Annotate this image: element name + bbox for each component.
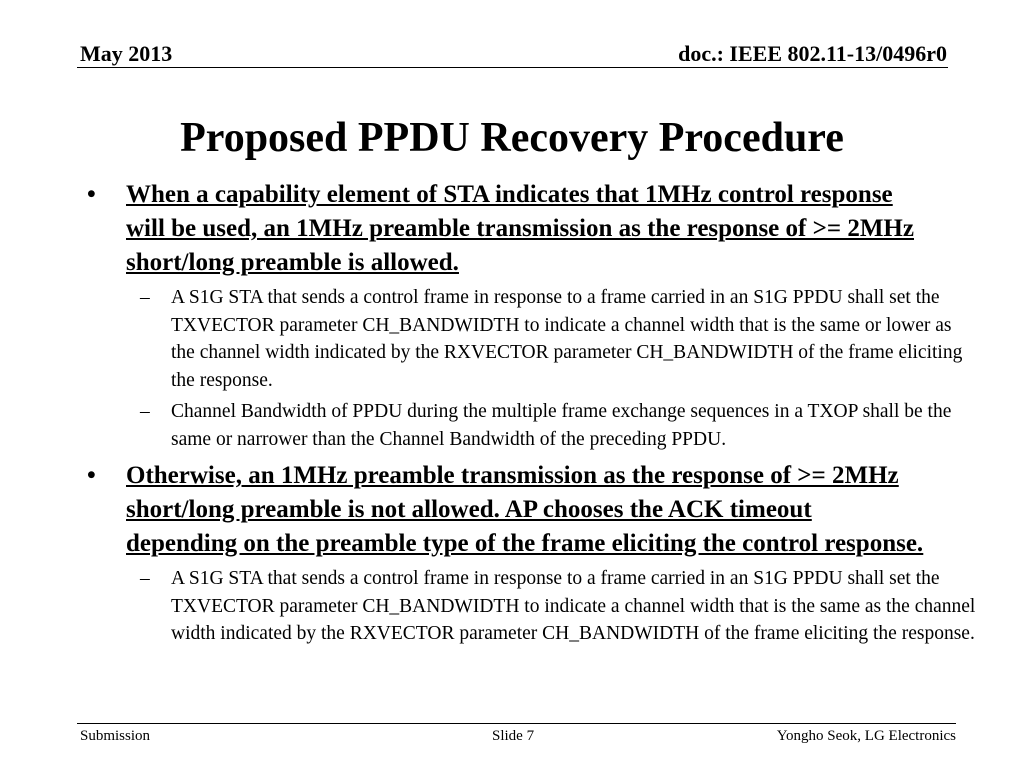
bullet-item xyxy=(0,459,926,561)
bullet-text: When a capability element of STA indicates that 1MHz control response will be used, an 1MHz preamble transmission as the response of >= 2MHz short/long preamble is allowed. xyxy=(126,181,914,276)
slide-body xyxy=(0,178,1024,652)
sub-bullet-text: A S1G STA that sends a control frame in response to a frame carried in an S1G PPDU shall set the TXVECTOR parameter CH_BANDWIDTH to indicate a channel width that is the same or lower as the channel width indicated by the RXVECTOR parameter CH_BANDWIDTH of the frame eliciting the response. xyxy=(171,287,963,391)
header-doc-id: doc.: IEEE 802.11-13/0496r0 xyxy=(678,41,947,66)
header-divider xyxy=(77,67,948,68)
footer-author: Yongho Seok, LG Electronics xyxy=(776,728,956,744)
bullet-marker: • xyxy=(87,181,96,208)
sub-bullet-item xyxy=(0,398,976,453)
slide-title: Proposed PPDU Recovery Procedure xyxy=(180,115,844,161)
sub-bullet-item xyxy=(0,284,976,394)
sub-bullet-text: Channel Bandwidth of PPDU during the multiple frame exchange sequences in a TXOP shall be the same or narrower than the Channel Bandwidth of the preceding PPDU. xyxy=(171,401,952,450)
bullet-text: Otherwise, an 1MHz preamble transmission as the response of >= 2MHz short/long preamble is not allowed. AP chooses the ACK timeout depending on the preamble type of the frame eliciting the control response. xyxy=(126,462,924,557)
sub-bullet-item xyxy=(0,565,976,648)
footer-submission: Submission xyxy=(80,728,151,744)
slide-number: Slide 7 xyxy=(492,728,535,744)
header-date: May 2013 xyxy=(80,41,173,66)
bullet-item xyxy=(0,178,926,280)
sub-bullet-marker: – xyxy=(140,568,150,589)
sub-bullet-marker: – xyxy=(140,401,150,422)
sub-bullet-text: A S1G STA that sends a control frame in response to a frame carried in an S1G PPDU shall set the TXVECTOR parameter CH_BANDWIDTH to indicate a channel width that is the same as the channel width indicated by the RXVECTOR parameter CH_BANDWIDTH of the frame eliciting the response. xyxy=(171,568,976,644)
footer-divider xyxy=(77,723,956,724)
sub-bullet-marker: – xyxy=(140,287,150,308)
bullet-marker: • xyxy=(87,462,96,489)
